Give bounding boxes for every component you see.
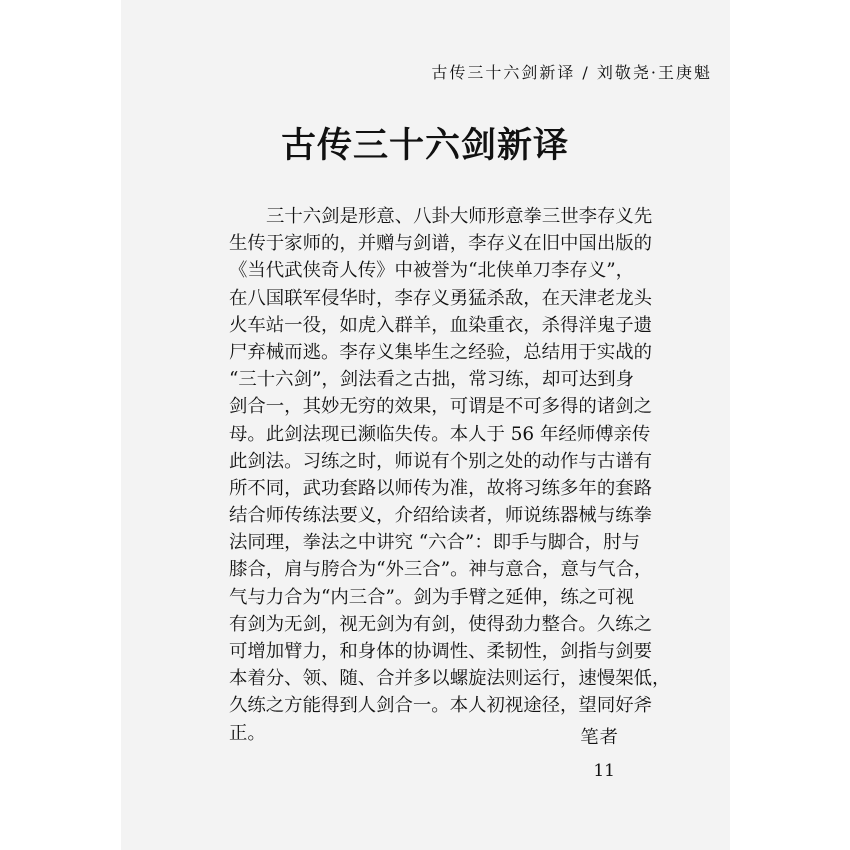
body-line: 生传于家师的，并赠与剑谱，李存义在旧中国出版的	[229, 233, 652, 255]
body-line: 结合师传练法要义，介绍给读者，师说练器械与练拳	[229, 505, 652, 527]
article-body	[229, 203, 671, 747]
body-line: 有剑为无剑，视无剑为有剑，使得劲力整合。久练之	[229, 613, 652, 635]
body-line: 可增加臂力，和身体的协调性、柔韧性，剑指与剑要	[229, 641, 652, 662]
body-line: 气与力合为“内三合”。剑为手臂之延伸，练之可视	[229, 586, 635, 608]
body-line: 膝合，肩与胯合为“外三合”。神与意合，意与气合，	[229, 559, 653, 581]
body-line: 剑合一，其妙无穷的效果，可谓是不可多得的诸剑之	[229, 396, 652, 418]
article-title: 古传三十六剑新译	[280, 126, 569, 166]
body-line: 《当代武侠奇人传》中被誉为“北侠单刀李存义”，	[229, 260, 635, 282]
body-line: 在八国联军侵华时，李存义勇猛杀敌，在天津老龙头	[229, 287, 652, 309]
body-line: 三十六剑是形意、八卦大师形意拳三世李存义先	[266, 206, 653, 227]
running-header: 古传三十六剑新译 / 刘敬尧·王庚魁	[431, 63, 712, 82]
body-line: 火车站一役，如虎入群羊，血染重衣，杀得洋鬼子遗	[229, 314, 652, 336]
body-line: 所不同，武功套路以师传为准，故将习练多年的套路	[229, 477, 652, 499]
body-line: 此剑法。习练之时，师说有个别之处的动作与古谱有	[229, 450, 652, 472]
body-line: 本着分、领、随、合并多以螺旋法则运行，速慢架低，	[229, 668, 671, 690]
body-line: 尸弃械而逃。李存义集毕生之经验，总结用于实战的	[229, 341, 652, 363]
body-line: 久练之方能得到人剑合一。本人初视途径，望同好斧	[229, 695, 652, 717]
page-number: 11	[593, 761, 615, 781]
body-line: “三十六剑”，剑法看之古拙，常习练，却可达到身	[229, 369, 635, 391]
author-signature: 笔者	[580, 727, 619, 748]
body-line: 正。	[229, 722, 266, 744]
body-line: 母。此剑法现已濒临失传。本人于 56 年经师傅亲传	[229, 423, 651, 445]
body-line: 法同理，拳法之中讲究 “六合”：即手与脚合，肘与	[229, 532, 640, 554]
